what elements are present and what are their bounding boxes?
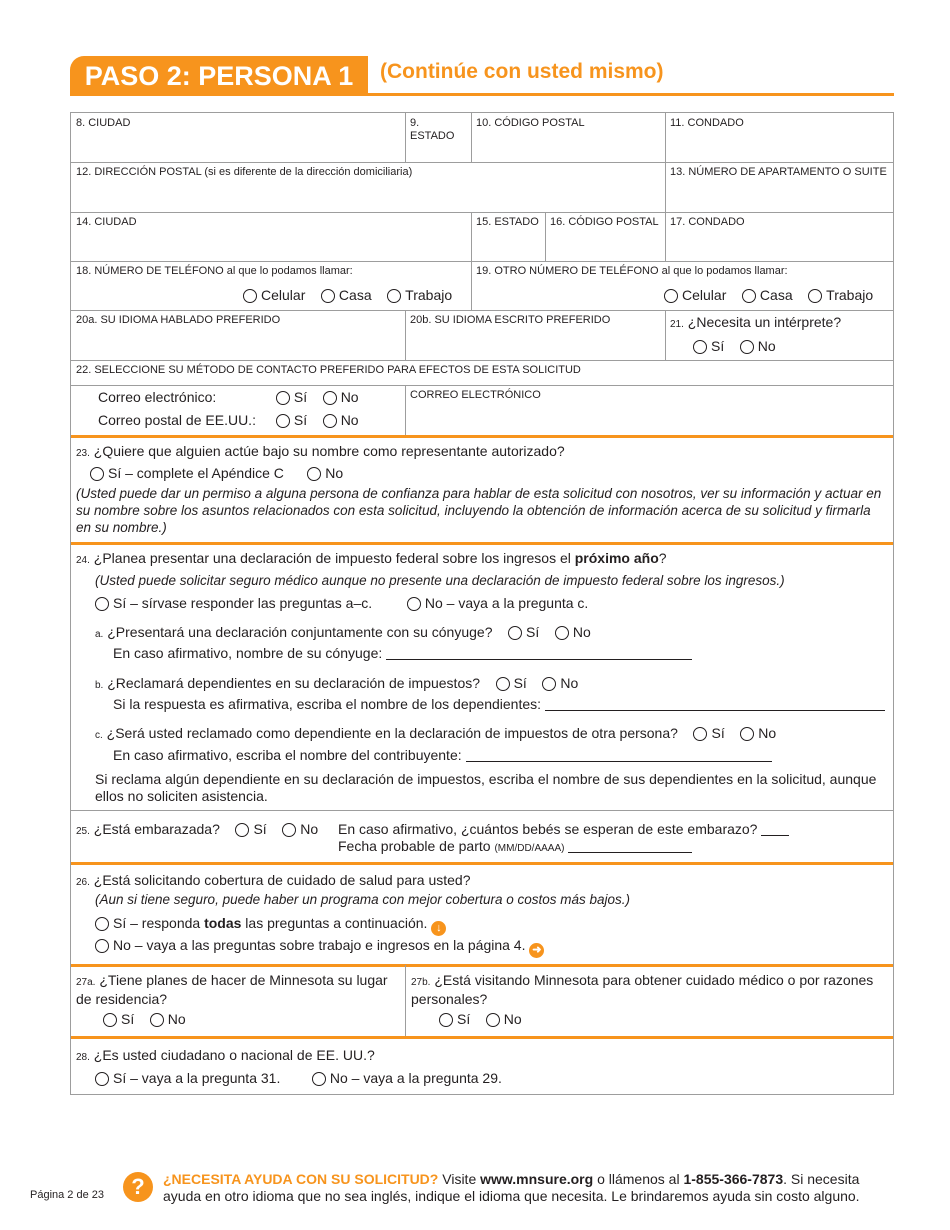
q27a-question: 27a. ¿Tiene planes de hacer de Minnesota su lugar de residencia?: [76, 972, 388, 1007]
q27b-no-radio[interactable]: No: [486, 1011, 522, 1027]
taxpayer-name-line[interactable]: En caso afirmativo, escriba el nombre del contribuyente:: [113, 747, 772, 763]
email-no-radio[interactable]: No: [323, 386, 359, 409]
mail-yes-radio[interactable]: Sí: [276, 409, 307, 432]
other-phone-type-options: [664, 287, 873, 303]
q28-no-radio[interactable]: No – vaya a la pregunta 29.: [312, 1070, 502, 1086]
q27b-yes-radio[interactable]: Sí: [439, 1011, 470, 1027]
state-field[interactable]: 9. ESTADO: [410, 117, 455, 142]
q24c-question: c. ¿Será usted reclamado como dependiente en la declaración de impuestos de otra persona? Sí No: [95, 725, 777, 741]
apartment-field[interactable]: 13. NÚMERO DE APARTAMENTO O SUITE: [670, 166, 887, 178]
page-subtitle: (Continúe con usted mismo): [380, 60, 664, 83]
interpreter-options: [693, 338, 776, 354]
arrow-down-icon: ↓: [431, 921, 446, 936]
contact-method-label: 22. SELECCIONE SU MÉTODO DE CONTACTO PREFERIDO PARA EFECTOS DE ESTA SOLICITUD: [76, 364, 581, 376]
website-link[interactable]: www.mnsure.org: [480, 1171, 594, 1187]
email-field[interactable]: CORREO ELECTRÓNICO: [410, 389, 541, 401]
q24a-no-radio[interactable]: No: [555, 624, 591, 640]
mail-no-radio[interactable]: No: [323, 409, 359, 432]
contact-method-options: Correo electrónico: Sí No Correo postal de EE.UU.: Sí No: [98, 386, 359, 432]
other-phone-cell-radio[interactable]: Celular: [664, 287, 726, 303]
q27a-options: [103, 1011, 186, 1027]
q26-note: (Aun si tiene seguro, puede haber un programa con mejor cobertura o costos más bajos.): [95, 892, 631, 907]
q24b-question: b. ¿Reclamará dependientes en su declaración de impuestos? Sí No: [95, 675, 579, 691]
q28-options: [95, 1070, 502, 1086]
mailing-county-field[interactable]: 17. CONDADO: [670, 216, 745, 228]
interpreter-yes-radio[interactable]: Sí: [693, 338, 724, 354]
q24b-yes-radio[interactable]: Sí: [496, 675, 527, 691]
q24c-no-radio[interactable]: No: [740, 725, 776, 741]
phone-cell-radio[interactable]: Celular: [243, 287, 305, 303]
q24-note: (Usted puede solicitar seguro médico aunque no presente una declaración de impuesto federal sobre los ingresos.): [95, 573, 785, 588]
q24b-no-radio[interactable]: No: [542, 675, 578, 691]
other-phone-field-label: 19. OTRO NÚMERO DE TELÉFONO al que lo podamos llamar:: [476, 265, 788, 277]
q27b-options: [439, 1011, 522, 1027]
q28-yes-radio[interactable]: Sí – vaya a la pregunta 31.: [95, 1070, 308, 1086]
interpreter-question: 21. ¿Necesita un intérprete?: [670, 314, 842, 330]
spouse-name-line[interactable]: En caso afirmativo, nombre de su cónyuge:: [113, 645, 692, 661]
q24-question: 24. ¿Planea presentar una declaración de impuesto federal sobre los ingresos el próximo año?: [76, 550, 667, 566]
q27b-question: 27b. ¿Está visitando Minnesota para obtener cuidado médico o por razones personales?: [411, 972, 874, 1007]
q23-yes-radio[interactable]: Sí – complete el Apéndice C: [90, 465, 284, 481]
q26-question: 26. ¿Está solicitando cobertura de cuidado de salud para usted?: [76, 872, 471, 888]
phone-field-label: 18. NÚMERO DE TELÉFONO al que lo podamos llamar:: [76, 265, 353, 277]
arrow-right-icon: ➜: [529, 943, 544, 958]
other-phone-work-radio[interactable]: Trabajo: [808, 287, 873, 303]
q25-question: 25. ¿Está embarazada? Sí No: [76, 821, 319, 837]
q23-question: 23. ¿Quiere que alguien actúe bajo su nombre como representante autorizado?: [76, 443, 565, 459]
q23-note: (Usted puede dar un permiso a alguna persona de confianza para hablar de esta solicitud con nosotros, ver su información y actuar en su nombre sobre los asuntos relacionados con esta solicitud, incluyendo la obtención de información acerca de su solicitud y firmarla en su nombre.): [76, 486, 882, 535]
q24-no-radio[interactable]: No – vaya a la pregunta c.: [407, 595, 588, 611]
phone-home-radio[interactable]: Casa: [321, 287, 372, 303]
q24a-question: a. ¿Presentará una declaración conjuntamente con su cónyuge? Sí No: [95, 624, 591, 640]
other-phone-home-radio[interactable]: Casa: [742, 287, 793, 303]
q23-no-radio[interactable]: No: [307, 465, 343, 481]
q24-options: [95, 595, 588, 611]
phone-type-options: [243, 287, 452, 303]
q25-no-radio[interactable]: No: [282, 821, 318, 837]
mailing-zip-field[interactable]: 16. CÓDIGO POSTAL: [550, 216, 659, 228]
county-field[interactable]: 11. CONDADO: [670, 117, 744, 129]
q27a-yes-radio[interactable]: Sí: [103, 1011, 134, 1027]
phone-work-radio[interactable]: Trabajo: [387, 287, 452, 303]
q24-footer: Si reclama algún dependiente en su declaración de impuestos, escriba el nombre de sus dependientes en la solicitud, aunque ellos no soliciten asistencia.: [95, 771, 877, 804]
help-text: ¿NECESITA AYUDA CON SU SOLICITUD? Visite www.mnsure.org o llámenos al 1-855-366-7873. Si necesita ayuda en otro idioma que no sea inglés, indique el idioma que necesita. Le brindaremos ayuda sin costo alguno.: [163, 1171, 860, 1204]
page-number: Página 2 de 23: [30, 1189, 105, 1201]
q26-no-radio[interactable]: No – vaya a las preguntas sobre trabajo e ingresos en la página 4. ➜: [95, 937, 544, 958]
q24a-yes-radio[interactable]: Sí: [508, 624, 539, 640]
page-title: PASO 2: PERSONA 1: [70, 56, 368, 96]
help-question-icon: ?: [123, 1172, 153, 1202]
due-date-line[interactable]: [568, 852, 692, 853]
mailing-city-field[interactable]: 14. CIUDAD: [76, 216, 137, 228]
q25-yes-radio[interactable]: Sí: [235, 821, 266, 837]
form-section: [70, 112, 894, 1095]
q28-question: 28. ¿Es usted ciudadano o nacional de EE. UU.?: [76, 1047, 375, 1063]
q26-yes-radio[interactable]: Sí – responda todas las preguntas a continuación. ↓: [95, 915, 446, 936]
written-language-field[interactable]: 20b. SU IDIOMA ESCRITO PREFERIDO: [410, 314, 611, 326]
mailing-state-field[interactable]: 15. ESTADO: [476, 216, 539, 228]
mailing-address-field[interactable]: 12. DIRECCIÓN POSTAL (si es diferente de la dirección domiciliaria): [76, 166, 413, 178]
zip-field[interactable]: 10. CÓDIGO POSTAL: [476, 117, 585, 129]
city-field[interactable]: 8. CIUDAD: [76, 117, 131, 129]
spoken-language-field[interactable]: 20a. SU IDIOMA HABLADO PREFERIDO: [76, 314, 281, 326]
phone-link[interactable]: 1-855-366-7873: [683, 1171, 784, 1187]
header-divider: [368, 93, 894, 96]
dependents-name-line[interactable]: Si la respuesta es afirmativa, escriba el nombre de los dependientes:: [113, 696, 885, 712]
q23-options: [90, 465, 343, 481]
q25-details: En caso afirmativo, ¿cuántos bebés se esperan de este embarazo? Fecha probable de parto (MM/DD/AAAA): [338, 821, 789, 857]
q27a-no-radio[interactable]: No: [150, 1011, 186, 1027]
q24-yes-radio[interactable]: Sí – sírvase responder las preguntas a–c.: [95, 595, 403, 611]
interpreter-no-radio[interactable]: No: [740, 338, 776, 354]
babies-count-line[interactable]: [761, 835, 789, 836]
email-yes-radio[interactable]: Sí: [276, 386, 307, 409]
q24c-yes-radio[interactable]: Sí: [693, 725, 724, 741]
